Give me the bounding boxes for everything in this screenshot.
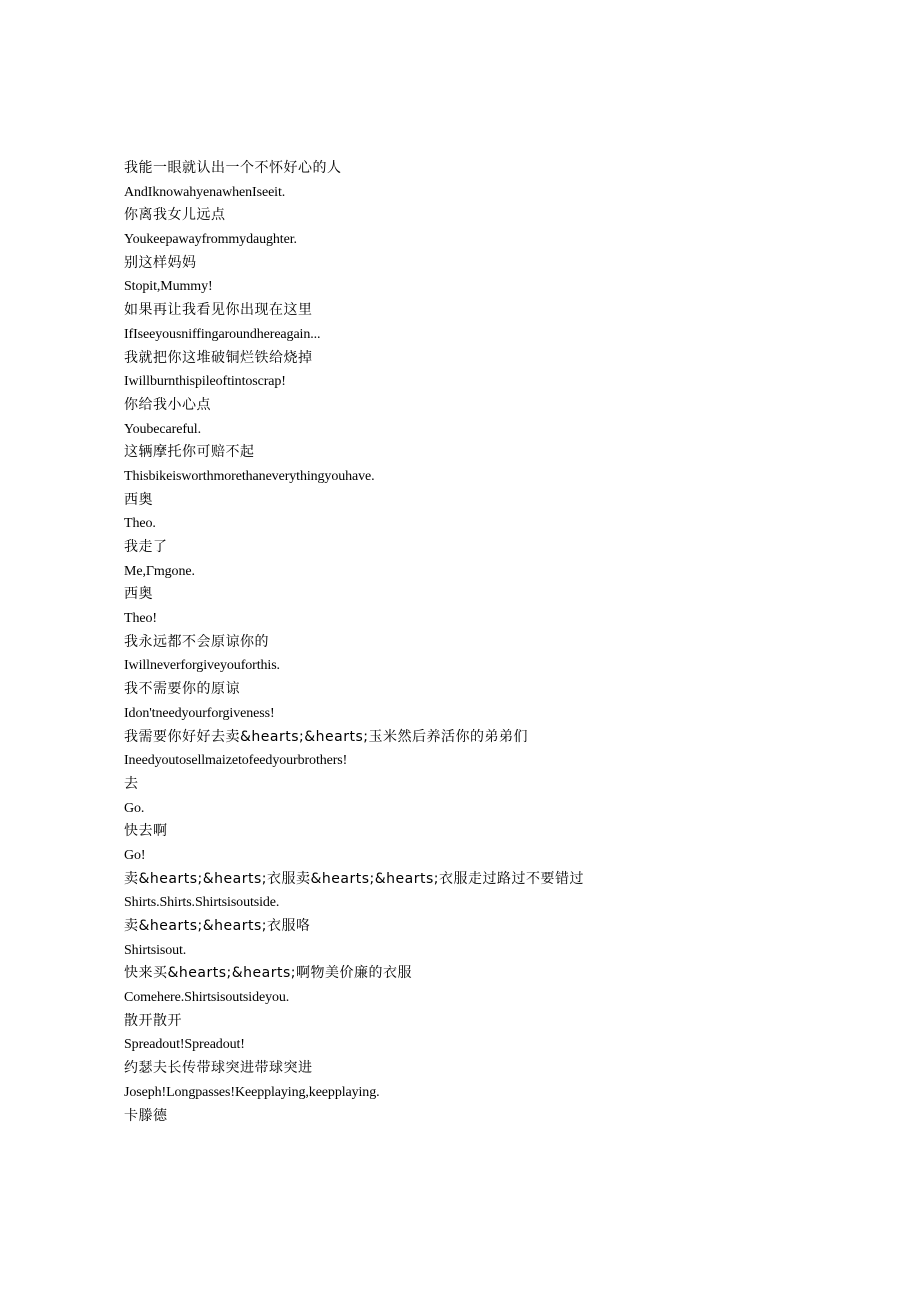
chinese-subtitle-line: 约瑟夫长传带球突进带球突进 xyxy=(124,1060,313,1077)
english-subtitle-line: IfIseeyousniffingaroundhereagain... xyxy=(124,326,321,342)
english-subtitle-line: Iwillneverforgiveyouforthis. xyxy=(124,658,280,674)
english-subtitle-line: Thisbikeisworthmorethaneverythingyouhave. xyxy=(124,468,375,484)
english-subtitle-line: Go! xyxy=(124,847,146,863)
english-subtitle-line: Shirtsisout. xyxy=(124,942,187,958)
english-subtitle-line: Youbecareful. xyxy=(124,421,201,437)
chinese-subtitle-line: 卖&hearts;&hearts;衣服卖&hearts;&hearts;衣服走过路过不要错过 xyxy=(124,870,584,887)
english-subtitle-line: Theo. xyxy=(124,516,156,532)
chinese-subtitle-line: 卡滕德 xyxy=(124,1107,168,1124)
english-subtitle-line: Comehere.Shirtsisoutsideyou. xyxy=(124,990,290,1006)
english-subtitle-line: Stopit,Mummy! xyxy=(124,279,213,295)
chinese-subtitle-line: 我就把你这堆破铜烂铁给烧掉 xyxy=(124,349,313,366)
english-subtitle-line: Go. xyxy=(124,800,145,816)
english-subtitle-line: AndIknowahyenawhenIseeit. xyxy=(124,184,286,200)
chinese-subtitle-line: 去 xyxy=(124,775,139,792)
chinese-subtitle-line: 我能一眼就认出一个不怀好心的人 xyxy=(124,160,342,176)
chinese-subtitle-line: 西奥 xyxy=(124,491,153,508)
chinese-subtitle-line: 如果再让我看见你出现在这里 xyxy=(124,302,313,319)
english-subtitle-line: Shirts.Shirts.Shirtsisoutside. xyxy=(124,895,280,911)
chinese-subtitle-line: 我走了 xyxy=(124,539,168,555)
chinese-subtitle-line: 西奥 xyxy=(124,586,153,603)
english-subtitle-line: Spreadout!Spreadout! xyxy=(124,1037,245,1053)
chinese-subtitle-line: 这辆摩托你可赔不起 xyxy=(124,444,255,461)
chinese-subtitle-line: 快来买&hearts;&hearts;啊物美价廉的衣服 xyxy=(124,965,412,982)
chinese-subtitle-line: 你离我女儿远点 xyxy=(124,207,226,224)
chinese-subtitle-line: 散开散开 xyxy=(124,1012,182,1029)
chinese-subtitle-line: 卖&hearts;&hearts;衣服咯 xyxy=(124,918,311,934)
english-subtitle-line: Joseph!Longpasses!Keepplaying,keepplaying. xyxy=(124,1084,380,1100)
english-subtitle-line: Theo! xyxy=(124,611,157,627)
english-subtitle-line: Youkeepawayfrommydaughter. xyxy=(124,232,297,248)
english-subtitle-line: Iwillburnthispileoftintoscrap! xyxy=(124,374,286,390)
subtitle-transcript xyxy=(124,157,824,1128)
chinese-subtitle-line: 快去啊 xyxy=(124,823,168,840)
chinese-subtitle-line: 你给我小心点 xyxy=(124,396,211,413)
chinese-subtitle-line: 我永远都不会原谅你的 xyxy=(124,633,269,650)
chinese-subtitle-line: 我不需要你的原谅 xyxy=(124,681,240,698)
chinese-subtitle-line: 别这样妈妈 xyxy=(124,254,197,271)
chinese-subtitle-line: 我需要你好好去卖&hearts;&hearts;玉米然后养活你的弟弟们 xyxy=(124,728,528,745)
english-subtitle-line: Idon'tneedyourforgiveness! xyxy=(124,705,275,721)
english-subtitle-line: Me,Γmgone. xyxy=(124,563,195,579)
english-subtitle-line: Ineedyoutosellmaizetofeedyourbrothers! xyxy=(124,753,348,769)
